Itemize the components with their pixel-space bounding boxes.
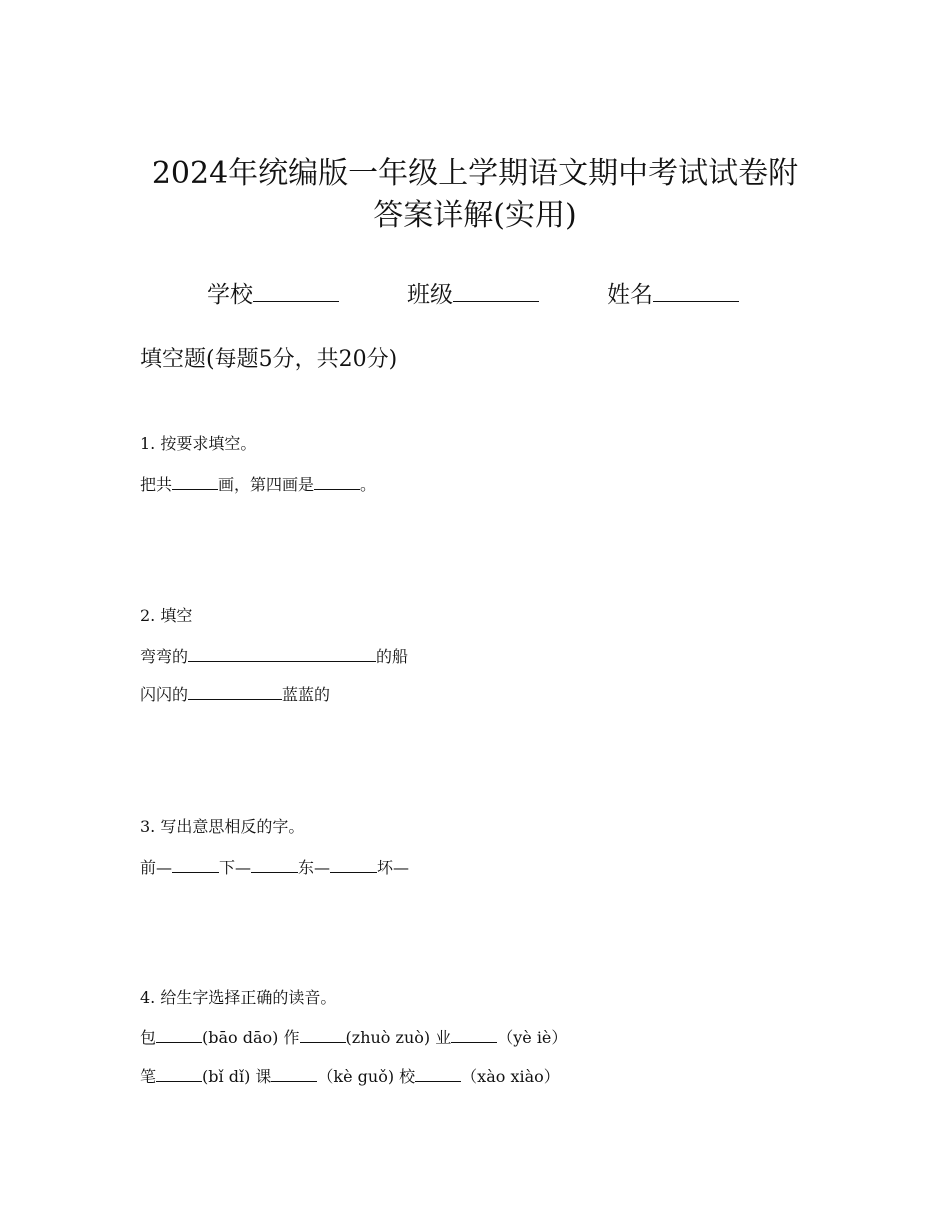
q4-row2-blank-3[interactable] [415,1065,461,1082]
q3-blank-2[interactable] [251,856,298,873]
q1-line-1 [140,473,376,494]
class-field [407,279,539,310]
school-label: 学校 [207,282,253,308]
q1-text-c: 。 [360,475,377,494]
name-blank[interactable] [653,279,739,302]
q3-blank-3[interactable] [330,856,377,873]
q1-blank-1[interactable] [172,473,218,490]
q2-line-1 [140,645,408,666]
q3-item-3: 东— [298,858,331,877]
q2-line2-text-a: 闪闪的 [140,685,189,704]
q4-row2-options-1: (bǐ dǐ) 课 [202,1067,272,1086]
q1-blank-2[interactable] [314,473,360,490]
q4-prompt: 4. 给生字选择正确的读音。 [140,988,337,1007]
q4-row1-char-1: 包 [140,1028,157,1047]
q1-text-a: 把共 [140,475,173,494]
q4-row1-options-3: （yè iè） [497,1028,568,1047]
q4-row2-options-2: （kè guǒ) 校 [317,1067,416,1086]
q3-prompt: 3. 写出意思相反的字。 [140,817,305,836]
q2-line1-text-b: 的船 [376,647,409,666]
school-field [207,279,339,310]
q4-row1-options-2: (zhuò zuò) 业 [345,1028,452,1047]
q4-row1-options-1: (bāo dāo) 作 [202,1028,300,1047]
q3-blank-1[interactable] [172,856,219,873]
q4-row2-options-3: （xào xiào） [461,1067,560,1086]
q3-item-4: 坏— [377,858,410,877]
class-label: 班级 [407,282,453,308]
q4-row2-blank-1[interactable] [156,1065,202,1082]
q3-line-1 [140,856,409,877]
q2-blank-1[interactable] [188,645,376,662]
q1-prompt: 1. 按要求填空。 [140,434,257,453]
name-label: 姓名 [607,282,653,308]
q2-line-2 [140,683,330,704]
q3-item-1: 前— [140,858,173,877]
q1-text-b: 画，第四画是 [218,475,315,494]
q2-blank-2[interactable] [188,683,282,700]
q4-row1-blank-1[interactable] [156,1026,202,1043]
q4-row1-blank-3[interactable] [451,1026,497,1043]
class-blank[interactable] [453,279,539,302]
q4-row2-blank-2[interactable] [271,1065,317,1082]
q3-item-2: 下— [219,858,252,877]
q4-row-2 [140,1065,560,1086]
q2-prompt: 2. 填空 [140,606,193,625]
q4-row2-char-1: 笔 [140,1067,157,1086]
q2-line1-text-a: 弯弯的 [140,647,189,666]
q4-row-1 [140,1026,567,1047]
name-field [607,279,739,310]
section-heading: 填空题(每题5分，共20分) [140,347,398,372]
q2-line2-text-b: 蓝蓝的 [282,685,331,704]
school-blank[interactable] [253,279,339,302]
q4-row1-blank-2[interactable] [300,1026,346,1043]
exam-title-line-2: 答案详解(实用) [373,198,577,233]
exam-title-line-1: 2024年统编版一年级上学期语文期中考试试卷附 [151,156,799,191]
